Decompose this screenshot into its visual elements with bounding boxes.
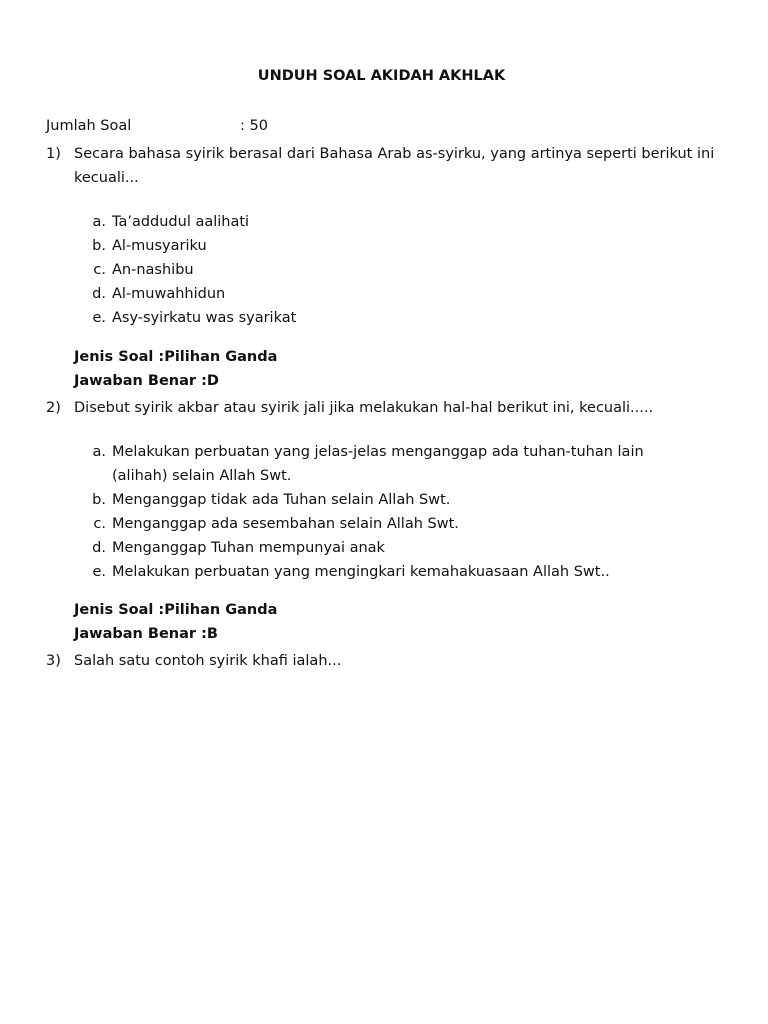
option-text: Asy-syirkatu was syarikat (112, 310, 297, 326)
option-b (90, 488, 690, 512)
option-text: Menganggap ada sesembahan selain Allah Swt. (112, 516, 459, 532)
option-letter: c. (93, 516, 106, 532)
correct-answer: Jawaban Benar :B (74, 626, 218, 642)
question-1-meta (74, 345, 277, 393)
option-letter: e. (92, 310, 106, 326)
question-type: Jenis Soal :Pilihan Ganda (74, 602, 278, 618)
question-number: 3) (46, 653, 61, 669)
correct-answer: Jawaban Benar :D (74, 373, 219, 389)
option-letter: d. (92, 286, 106, 302)
option-text: Ta’addudul aalihati (112, 214, 250, 230)
option-letter: b. (92, 238, 106, 254)
option-text: Al-musyariku (112, 238, 207, 254)
option-e (90, 306, 690, 330)
option-a (90, 440, 690, 488)
option-letter: e. (92, 564, 106, 580)
question-2 (46, 396, 736, 420)
question-text: Salah satu contoh syirik khafi ialah... (74, 653, 342, 669)
option-letter: a. (92, 214, 106, 230)
option-text: An-nashibu (112, 262, 194, 278)
option-letter: c. (93, 262, 106, 278)
option-text: Melakukan perbuatan yang mengingkari kemahakuasaan Allah Swt.. (112, 564, 610, 580)
question-number: 2) (46, 400, 61, 416)
option-text: Al-muwahhidun (112, 286, 226, 302)
option-a (90, 210, 690, 234)
option-d (90, 536, 690, 560)
option-text: Menganggap tidak ada Tuhan selain Allah Swt. (112, 492, 451, 508)
option-letter: d. (92, 540, 106, 556)
question-2-options (90, 440, 690, 584)
question-count-label: Jumlah Soal (46, 118, 132, 134)
question-count-value: : 50 (240, 118, 268, 134)
option-letter: b. (92, 492, 106, 508)
document-title: UNDUH SOAL AKIDAH AKHLAK (257, 68, 506, 84)
option-text: Melakukan perbuatan yang jelas-jelas menganggap ada tuhan-tuhan lain (alihah) selain Allah Swt. (112, 444, 644, 484)
question-text: Disebut syirik akbar atau syirik jali jika melakukan hal-hal berikut ini, kecuali..... (74, 400, 654, 416)
question-count (46, 116, 268, 136)
question-text: Secara bahasa syirik berasal dari Bahasa Arab as-syirku, yang artinya seperti berikut ini kecuali... (74, 146, 715, 186)
option-d (90, 282, 690, 306)
question-number: 1) (46, 146, 61, 162)
option-text: Menganggap Tuhan mempunyai anak (112, 540, 385, 556)
question-1-options (90, 210, 690, 330)
option-c (90, 512, 690, 536)
question-3 (46, 649, 736, 673)
question-1 (46, 142, 736, 190)
option-b (90, 234, 690, 258)
question-2-meta (74, 598, 277, 646)
question-type: Jenis Soal :Pilihan Ganda (74, 349, 278, 365)
option-letter: a. (92, 444, 106, 460)
option-c (90, 258, 690, 282)
option-e (90, 560, 690, 584)
